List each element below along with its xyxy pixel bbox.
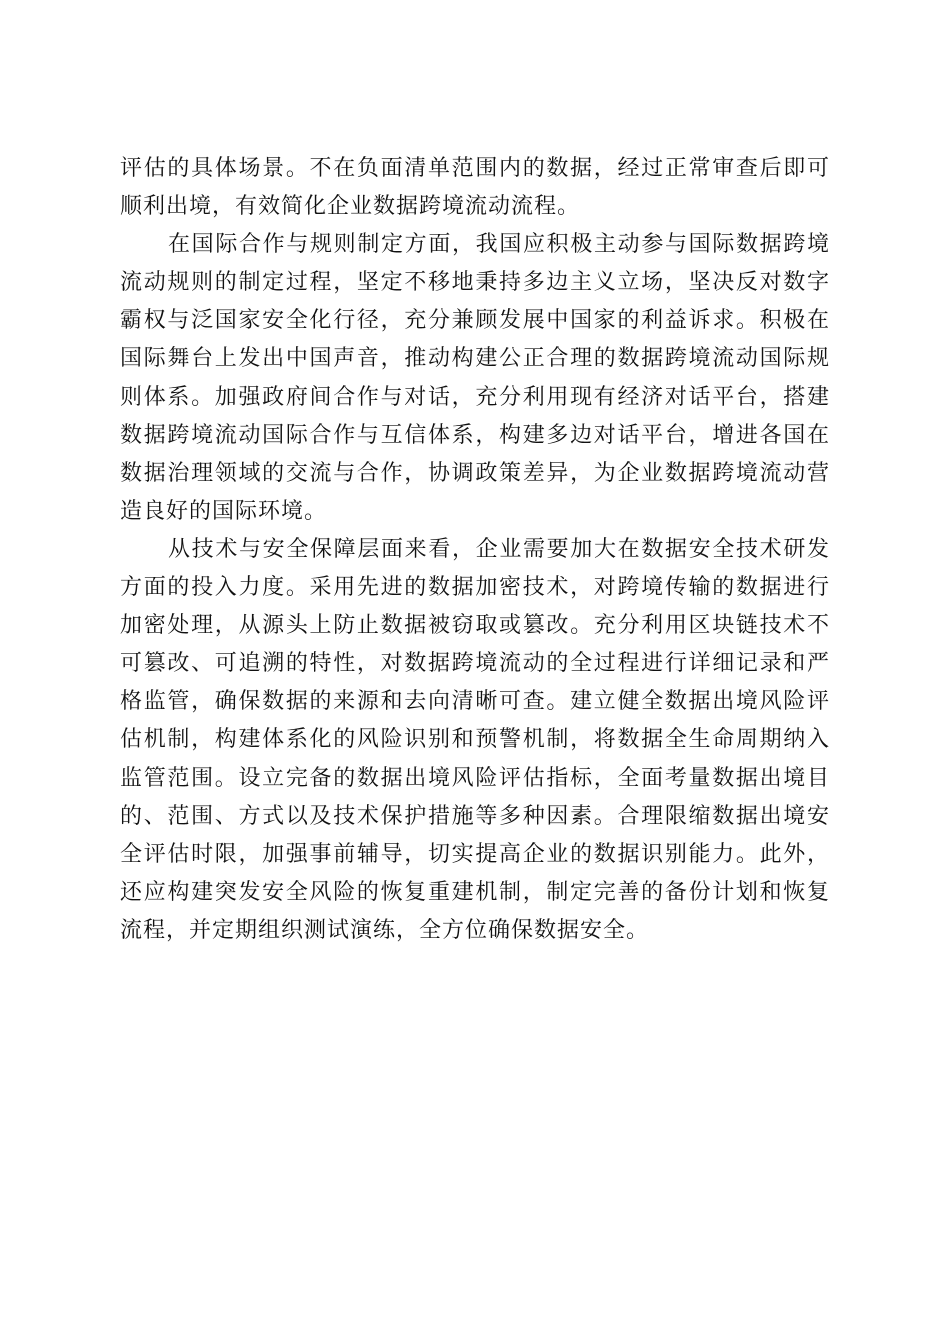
document-body <box>120 150 830 950</box>
paragraph-international-cooperation: 在国际合作与规则制定方面，我国应积极主动参与国际数据跨境流动规则的制定过程，坚定不移地秉持多边主义立场，坚决反对数字霸权与泛国家安全化行径，充分兼顾发展中国家的利益诉求。积极在国际舞台上发出中国声音，推动构建公正合理的数据跨境流动国际规则体系。加强政府间合作与对话，充分利用现有经济对话平台，搭建数据跨境流动国际合作与互信体系，构建多边对话平台，增进各国在数据治理领域的交流与合作，协调政策差异，为企业数据跨境流动营造良好的国际环境。 <box>120 232 830 524</box>
paragraph-continuation: 评估的具体场景。不在负面清单范围内的数据，经过正常审查后即可顺利出境，有效简化企业数据跨境流动流程。 <box>120 156 830 220</box>
paragraph-technical-security: 从技术与安全保障层面来看，企业需要加大在数据安全技术研发方面的投入力度。采用先进的数据加密技术，对跨境传输的数据进行加密处理，从源头上防止数据被窃取或篡改。充分利用区块链技术不可篡改、可追溯的特性，对数据跨境流动的全过程进行详细记录和严格监管，确保数据的来源和去向清晰可查。建立健全数据出境风险评估机制，构建体系化的风险识别和预警机制，将数据全生命周期纳入监管范围。设立完备的数据出境风险评估指标，全面考量数据出境目的、范围、方式以及技术保护措施等多种因素。合理限缩数据出境安全评估时限，加强事前辅导，切实提高企业的数据识别能力。此外，还应构建突发安全风险的恢复重建机制，制定完善的备份计划和恢复流程，并定期组织测试演练，全方位确保数据安全。 <box>120 536 830 943</box>
